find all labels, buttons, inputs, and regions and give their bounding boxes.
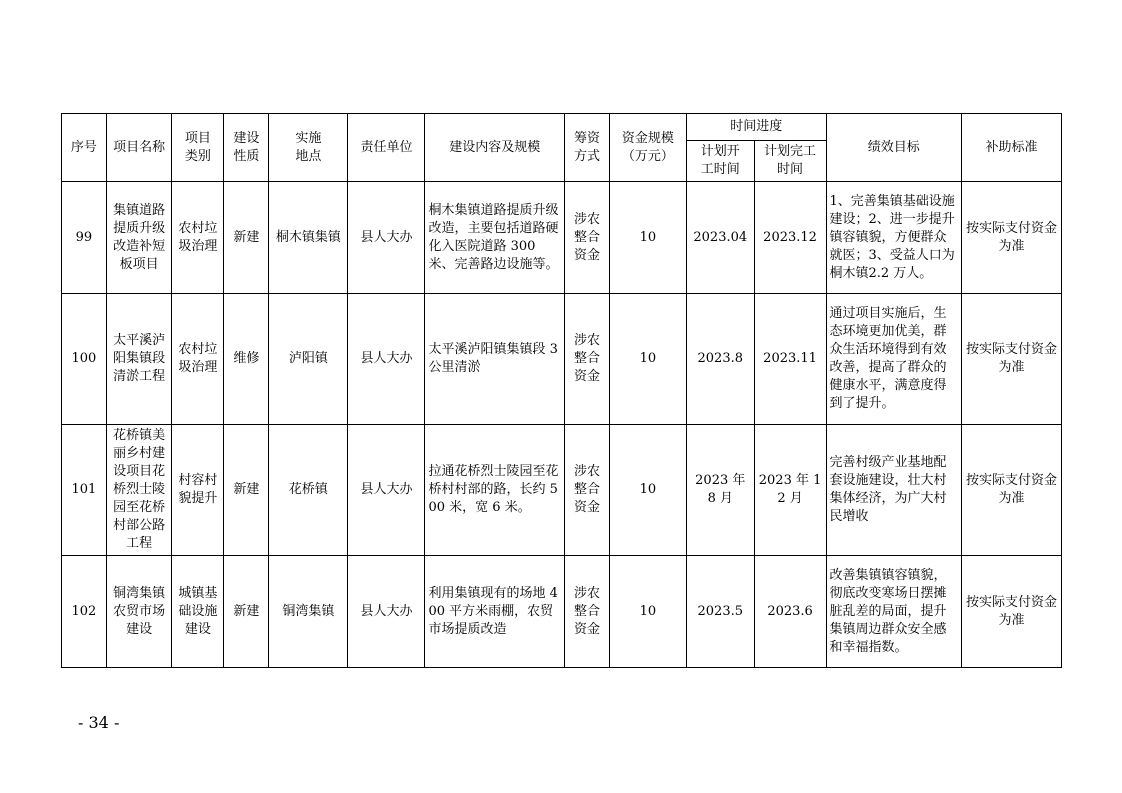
cell-responsible-unit: 县人大办: [348, 556, 425, 668]
cell-responsible-unit: 县人大办: [348, 294, 425, 425]
header-project-name: 项目名称: [106, 114, 172, 182]
cell-project-name: 花桥镇美丽乡村建设项目花桥烈士陵园至花桥村部公路工程: [106, 425, 172, 556]
cell-funding: 涉农整合资金: [565, 294, 610, 425]
cell-content: 利用集镇现有的场地 400 平方米雨棚，农贸市场提质改造: [425, 556, 565, 668]
cell-location: 花桥镇: [269, 425, 348, 556]
cell-funding: 涉农整合资金: [565, 556, 610, 668]
cell-location: 铜湾集镇: [269, 556, 348, 668]
cell-seq: 100: [62, 294, 107, 425]
cell-subsidy: 按实际支付资金为准: [961, 294, 1061, 425]
cell-end: 2023 年 12 月: [754, 425, 826, 556]
header-scale: 资金规模 （万元）: [609, 114, 686, 182]
cell-goal: 改善集镇镇容镇貌，彻底改变寒场日摆摊脏乱差的局面，提升集镇周边群众安全感和幸福指数。: [826, 556, 961, 668]
cell-funding: 涉农整合资金: [565, 182, 610, 294]
cell-scale: 10: [609, 425, 686, 556]
header-nature: 建设 性质: [224, 114, 269, 182]
header-responsible-unit: 责任单位: [348, 114, 425, 182]
header-start: 计划开 工时间: [686, 141, 754, 182]
cell-start: 2023.04: [686, 182, 754, 294]
table-row: [62, 294, 1062, 425]
cell-scale: 10: [609, 182, 686, 294]
cell-project-name: 太平溪泸阳集镇段清淤工程: [106, 294, 172, 425]
cell-location: 泸阳镇: [269, 294, 348, 425]
header-location: 实施 地点: [269, 114, 348, 182]
cell-category: 城镇基础设施建设: [172, 556, 224, 668]
header-subsidy: 补助标准: [961, 114, 1061, 182]
cell-location: 桐木镇集镇: [269, 182, 348, 294]
cell-nature: 新建: [224, 556, 269, 668]
cell-content: 拉通花桥烈士陵园至花桥村村部的路，长约 500 米，宽 6 米。: [425, 425, 565, 556]
cell-start: 2023.8: [686, 294, 754, 425]
cell-end: 2023.12: [754, 182, 826, 294]
cell-goal: 通过项目实施后，生态环境更加优美，群众生活环境得到有效改善，提高了群众的健康水平，满意度得到了提升。: [826, 294, 961, 425]
cell-content: 桐木集镇道路提质升级改造，主要包括道路硬化入医院道路 300 米、完善路边设施等。: [425, 182, 565, 294]
header-content: 建设内容及规模: [425, 114, 565, 182]
cell-project-name: 铜湾集镇农贸市场建设: [106, 556, 172, 668]
cell-subsidy: 按实际支付资金为准: [961, 425, 1061, 556]
cell-subsidy: 按实际支付资金为准: [961, 182, 1061, 294]
cell-subsidy: 按实际支付资金为准: [961, 556, 1061, 668]
header-goal: 绩效目标: [826, 114, 961, 182]
header-seq: 序号: [62, 114, 107, 182]
header-category: 项目 类别: [172, 114, 224, 182]
cell-start: 2023.5: [686, 556, 754, 668]
header-schedule: 时间进度: [686, 114, 826, 141]
cell-seq: 101: [62, 425, 107, 556]
cell-responsible-unit: 县人大办: [348, 425, 425, 556]
cell-goal: 完善村级产业基地配套设施建设，壮大村集体经济，为广大村民增收: [826, 425, 961, 556]
cell-nature: 新建: [224, 182, 269, 294]
cell-nature: 维修: [224, 294, 269, 425]
cell-category: 农村垃圾治理: [172, 182, 224, 294]
cell-seq: 102: [62, 556, 107, 668]
cell-seq: 99: [62, 182, 107, 294]
cell-end: 2023.11: [754, 294, 826, 425]
table-row: [62, 182, 1062, 294]
cell-nature: 新建: [224, 425, 269, 556]
cell-category: 村容村貌提升: [172, 425, 224, 556]
cell-category: 农村垃圾治理: [172, 294, 224, 425]
cell-responsible-unit: 县人大办: [348, 182, 425, 294]
cell-content: 太平溪泸阳镇集镇段 3 公里清淤: [425, 294, 565, 425]
page-number: - 34 -: [78, 713, 120, 732]
cell-end: 2023.6: [754, 556, 826, 668]
cell-scale: 10: [609, 556, 686, 668]
header-end: 计划完工 时间: [754, 141, 826, 182]
project-table: [61, 113, 1062, 668]
cell-scale: 10: [609, 294, 686, 425]
cell-funding: 涉农整合资金: [565, 425, 610, 556]
cell-project-name: 集镇道路提质升级改造补短板项目: [106, 182, 172, 294]
cell-start: 2023 年 8 月: [686, 425, 754, 556]
table-row: [62, 556, 1062, 668]
table-row: [62, 425, 1062, 556]
header-funding: 筹资 方式: [565, 114, 610, 182]
cell-goal: 1、完善集镇基础设施建设；2、进一步提升镇容镇貌，方便群众就医；3、受益人口为桐木镇2.2 万人。: [826, 182, 961, 294]
